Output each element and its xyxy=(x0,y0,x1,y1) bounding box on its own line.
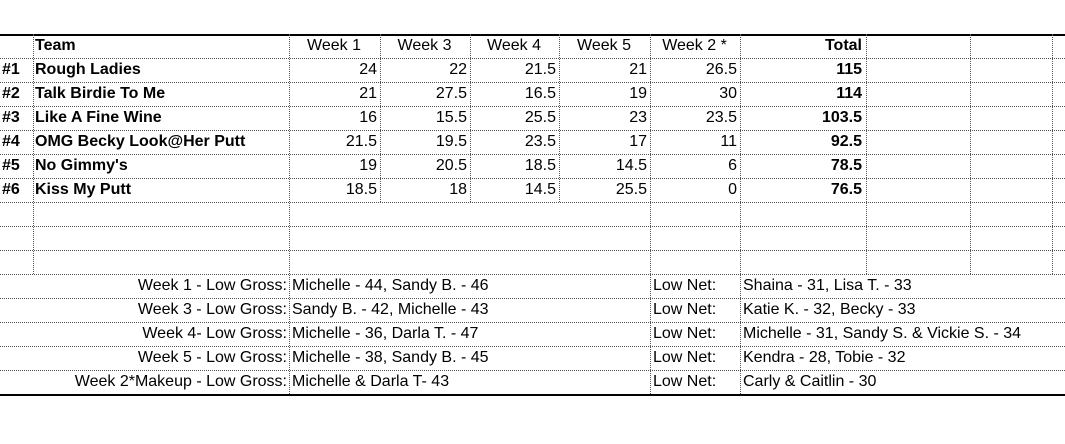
col-line xyxy=(33,34,34,274)
score-cell: 19 xyxy=(629,85,647,102)
total-cell: 114 xyxy=(836,85,862,102)
low-net-label: Low Net: xyxy=(653,325,717,342)
header-total: Total xyxy=(824,37,862,54)
low-net-value: Katie K. - 32, Becky - 33 xyxy=(743,301,916,318)
low-gross-label: Week 5 - Low Gross: xyxy=(137,349,287,366)
score-cell: 19 xyxy=(359,157,377,174)
score-cell: 21.5 xyxy=(524,61,556,78)
bottom-border xyxy=(0,394,1065,396)
header-week: Week 3 xyxy=(397,37,452,54)
team-name-cell: OMG Becky Look@Her Putt xyxy=(35,133,246,150)
score-cell: 25.5 xyxy=(524,109,556,126)
score-cell: 17 xyxy=(629,133,647,150)
score-cell: 23.5 xyxy=(524,133,556,150)
score-cell: 21.5 xyxy=(345,133,377,150)
score-cell: 16.5 xyxy=(524,85,556,102)
low-net-value: Michelle - 31, Sandy S. & Vickie S. - 34 xyxy=(743,325,1022,342)
low-net-label: Low Net: xyxy=(653,349,717,366)
score-cell: 18 xyxy=(449,181,467,198)
score-cell: 18.5 xyxy=(345,181,377,198)
low-gross-label: Week 4- Low Gross: xyxy=(142,325,287,342)
team-name-cell: No Gimmy's xyxy=(35,157,128,174)
grid-line xyxy=(0,226,1065,227)
grid-line xyxy=(0,250,1065,251)
rank-cell: #6 xyxy=(2,181,20,198)
low-net-label: Low Net: xyxy=(653,373,717,390)
low-net-value: Shaina - 31, Lisa T. - 33 xyxy=(743,277,912,294)
header-week: Week 4 xyxy=(487,37,541,54)
rank-cell: #1 xyxy=(2,61,20,78)
total-cell: 115 xyxy=(836,61,862,78)
low-gross-label: Week 3 - Low Gross: xyxy=(137,301,287,318)
score-cell: 30 xyxy=(719,85,737,102)
team-name-cell: Kiss My Putt xyxy=(35,181,132,198)
low-gross-value: Michelle - 44, Sandy B. - 46 xyxy=(292,277,489,294)
team-name-cell: Talk Birdie To Me xyxy=(35,85,166,102)
col-line xyxy=(970,34,971,274)
total-cell: 78.5 xyxy=(830,157,862,174)
standings-sheet xyxy=(0,34,1065,398)
score-cell: 25.5 xyxy=(615,181,647,198)
score-cell: 23 xyxy=(629,109,647,126)
low-gross-value: Sandy B. - 42, Michelle - 43 xyxy=(292,301,489,318)
score-cell: 15.5 xyxy=(435,109,467,126)
rank-cell: #5 xyxy=(2,157,20,174)
score-cell: 11 xyxy=(720,133,737,150)
low-gross-label: Week 2*Makeup - Low Gross: xyxy=(74,373,287,390)
header-team: Team xyxy=(35,37,76,54)
score-cell: 26.5 xyxy=(705,61,737,78)
rank-cell: #3 xyxy=(2,109,20,126)
score-cell: 21 xyxy=(629,61,647,78)
col-line xyxy=(1052,34,1053,274)
low-net-value: Carly & Caitlin - 30 xyxy=(743,373,877,390)
low-gross-value: Michelle - 38, Sandy B. - 45 xyxy=(292,349,489,366)
score-cell: 19.5 xyxy=(435,133,467,150)
total-cell: 103.5 xyxy=(821,109,862,126)
score-cell: 23.5 xyxy=(705,109,737,126)
low-net-value: Kendra - 28, Tobie - 32 xyxy=(743,349,906,366)
rank-cell: #2 xyxy=(2,85,20,102)
score-cell: 0 xyxy=(728,181,737,198)
score-cell: 6 xyxy=(728,157,737,174)
low-gross-value: Michelle - 36, Darla T. - 47 xyxy=(292,325,479,342)
header-week: Week 5 xyxy=(577,37,631,54)
grid-line xyxy=(0,202,1065,203)
score-cell: 18.5 xyxy=(524,157,556,174)
score-cell: 27.5 xyxy=(435,85,467,102)
team-name-cell: Rough Ladies xyxy=(35,61,141,78)
total-cell: 76.5 xyxy=(830,181,862,198)
total-cell: 92.5 xyxy=(830,133,862,150)
low-gross-label: Week 1 - Low Gross: xyxy=(137,277,287,294)
col-line xyxy=(866,34,867,274)
score-cell: 20.5 xyxy=(435,157,467,174)
score-cell: 14.5 xyxy=(524,181,556,198)
rank-cell: #4 xyxy=(2,133,20,150)
score-cell: 21 xyxy=(359,85,377,102)
low-net-label: Low Net: xyxy=(653,301,717,318)
score-cell: 24 xyxy=(359,61,377,78)
header-week: Week 1 xyxy=(307,37,361,54)
score-cell: 14.5 xyxy=(615,157,647,174)
team-name-cell: Like A Fine Wine xyxy=(35,109,162,126)
low-gross-value: Michelle & Darla T- 43 xyxy=(292,373,450,390)
low-net-label: Low Net: xyxy=(653,277,717,294)
header-week: Week 2 * xyxy=(662,37,727,54)
score-cell: 16 xyxy=(359,109,377,126)
score-cell: 22 xyxy=(449,61,467,78)
